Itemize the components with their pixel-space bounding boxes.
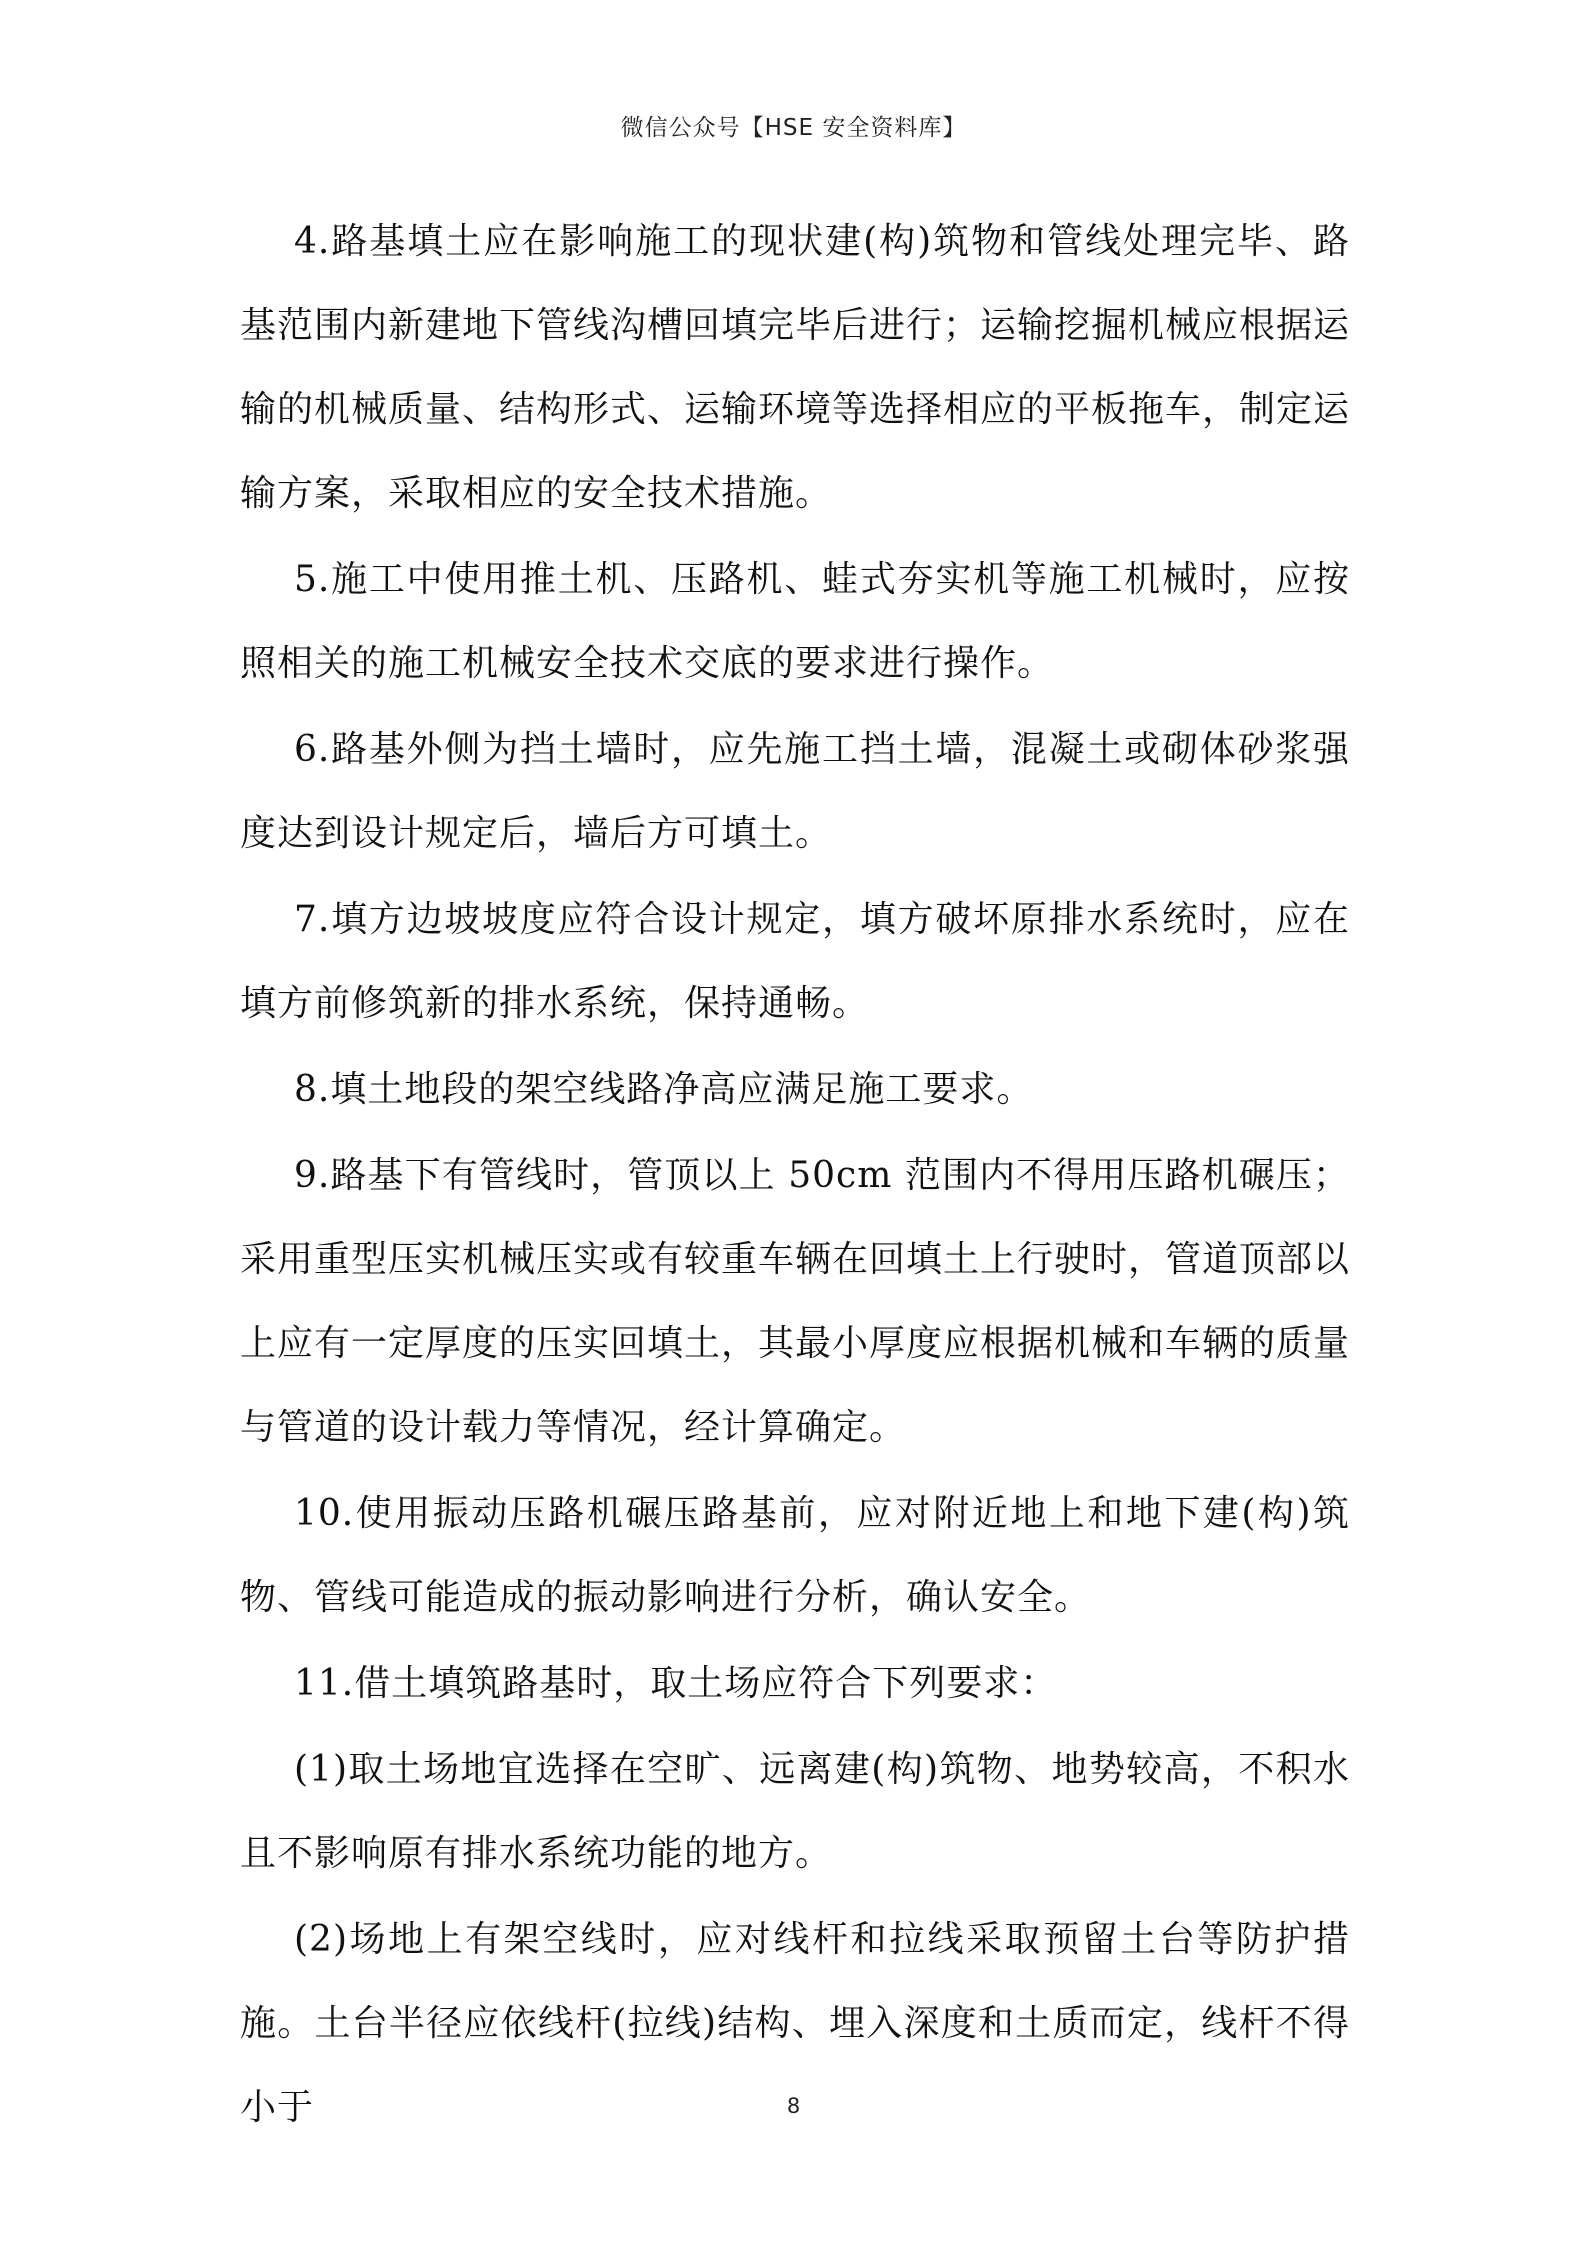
paragraph-11-2: (2)场地上有架空线时，应对线杆和拉线采取预留土台等防护措施。土台半径应依线杆(拉线)结构、埋入深度和土质而定，线杆不得小于 (240, 1919, 1350, 2128)
paragraph-11: 11.借土填筑路基时，取土场应符合下列要求： (294, 1663, 1058, 1704)
paragraph-8: 8.填土地段的架空线路净高应满足施工要求。 (294, 1069, 1034, 1110)
page-number: 8 (786, 2094, 801, 2118)
paragraph-11-1: (1)取土场地宜选择在空旷、远离建(构)筑物、地势较高，不积水且不影响原有排水系统功能的地方。 (240, 1749, 1350, 1874)
document-body (240, 200, 1350, 2152)
paragraph-6: 6.路基外侧为挡土墙时，应先施工挡土墙，混凝土或砌体砂浆强度达到设计规定后，墙后方可填土。 (240, 729, 1350, 854)
page-header: 微信公众号【HSE 安全资料库】 (620, 115, 967, 141)
paragraph-9: 9.路基下有管线时，管顶以上 50cm 范围内不得用压路机碾压；采用重型压实机械压实或有较重车辆在回填土上行驶时，管道顶部以上应有一定厚度的压实回填土，其最小厚度应根据机械和车辆的质量与管道的设计载力等情况，经计算确定。 (240, 1155, 1351, 1448)
paragraph-7: 7.填方边坡坡度应符合设计规定，填方破坏原排水系统时，应在填方前修筑新的排水系统，保持通畅。 (240, 899, 1350, 1024)
paragraph-10: 10.使用振动压路机碾压路基前，应对附近地上和地下建(构)筑物、管线可能造成的振动影响进行分析，确认安全。 (240, 1493, 1350, 1618)
paragraph-5: 5.施工中使用推土机、压路机、蛙式夯实机等施工机械时，应按照相关的施工机械安全技术交底的要求进行操作。 (240, 559, 1350, 684)
paragraph-4: 4.路基填土应在影响施工的现状建(构)筑物和管线处理完毕、路基范围内新建地下管线沟槽回填完毕后进行；运输挖掘机械应根据运输的机械质量、结构形式、运输环境等选择相应的平板拖车，制定运输方案，采取相应的安全技术措施。 (240, 221, 1351, 514)
